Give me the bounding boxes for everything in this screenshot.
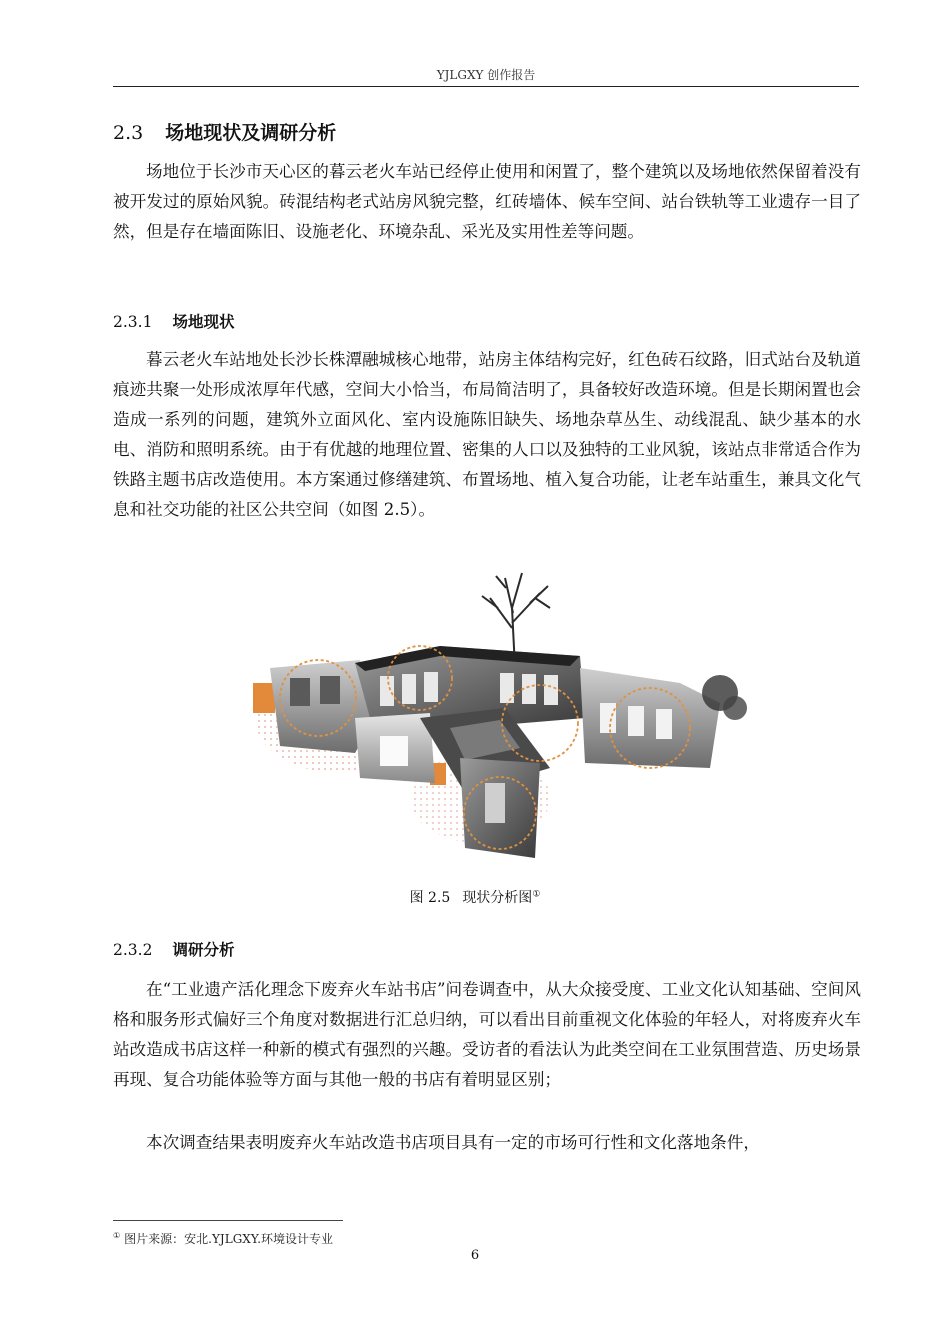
subsection-heading-1: [113, 310, 234, 332]
section-title: 场地现状及调研分析: [165, 122, 337, 144]
page-header: [113, 66, 859, 87]
section-number: 2.3: [113, 122, 144, 144]
paragraph-site-status: 暮云老火车站地处长沙长株潭融城核心地带，站房主体结构完好，红色砖石纹路，旧式站台及轨道痕迹共聚一处形成浓厚年代感，空间大小恰当，布局简洁明了，具备较好改造环境。但是长期闲置也会造成一系列的问题，建筑外立面风化、室内设施陈旧缺失、场地杂草丛生、动线混乱、缺少基本的水电、消防和照明系统。由于有优越的地理位置、密集的人口以及独特的工业风貌，该站点非常适合作为铁路主题书店改造使用。本方案通过修缮建筑、布置场地、植入复合功能，让老车站重生，兼具文化气息和社交功能的社区公共空间（如图 2.5）。: [113, 350, 861, 519]
subsection-heading-2: [113, 938, 234, 960]
footnote-mark: ①: [113, 1231, 121, 1240]
section-heading: [113, 118, 336, 145]
subsection-number-2: 2.3.2: [113, 941, 153, 959]
paragraph-intro: 场地位于长沙市天心区的暮云老火车站已经停止使用和闲置了，整个建筑以及场地依然保留着没有被开发过的原始风貌。砖混结构老式站房风貌完整，红砖墙体、候车空间、站台铁轨等工业遗存一目了然，但是存在墙面陈旧、设施老化、环境杂乱、采光及实用性差等问题。: [113, 162, 861, 241]
site-analysis-figure: [250, 568, 750, 863]
page-number: 6: [470, 1248, 480, 1263]
station-collage-image: [250, 568, 750, 863]
figure-caption: [0, 887, 950, 907]
subsection-title-1: 场地现状: [172, 313, 235, 331]
paragraph-conclusion: 本次调查结果表明废弃火车站改造书店项目具有一定的市场可行性和文化落地条件，: [146, 1133, 760, 1152]
footnote-text: 图片来源：安北.YJLGXY.环境设计专业: [124, 1232, 334, 1246]
header-text: YJLGXY 创作报告: [436, 68, 536, 82]
footnote-divider: [113, 1220, 343, 1221]
subsection-number-1: 2.3.1: [113, 313, 153, 331]
footnote-ref-mark: ①: [532, 889, 541, 900]
paragraph-survey: 在“工业遗产活化理念下废弃火车站书店”问卷调查中，从大众接受度、工业文化认知基础、空间风格和服务形式偏好三个角度对数据进行汇总归纳，可以看出目前重视文化体验的年轻人，对将废弃火车站改造成书店这样一种新的模式有强烈的兴趣。受访者的看法认为此类空间在工业氛围营造、历史场景再现、复合功能体验等方面与其他一般的书店有着明显区别；: [113, 980, 861, 1089]
subsection-title-2: 调研分析: [172, 941, 235, 959]
figure-number: 图 2.5: [409, 890, 451, 906]
figure-caption-text: 现状分析图: [462, 890, 533, 906]
footnote: [113, 1230, 333, 1247]
